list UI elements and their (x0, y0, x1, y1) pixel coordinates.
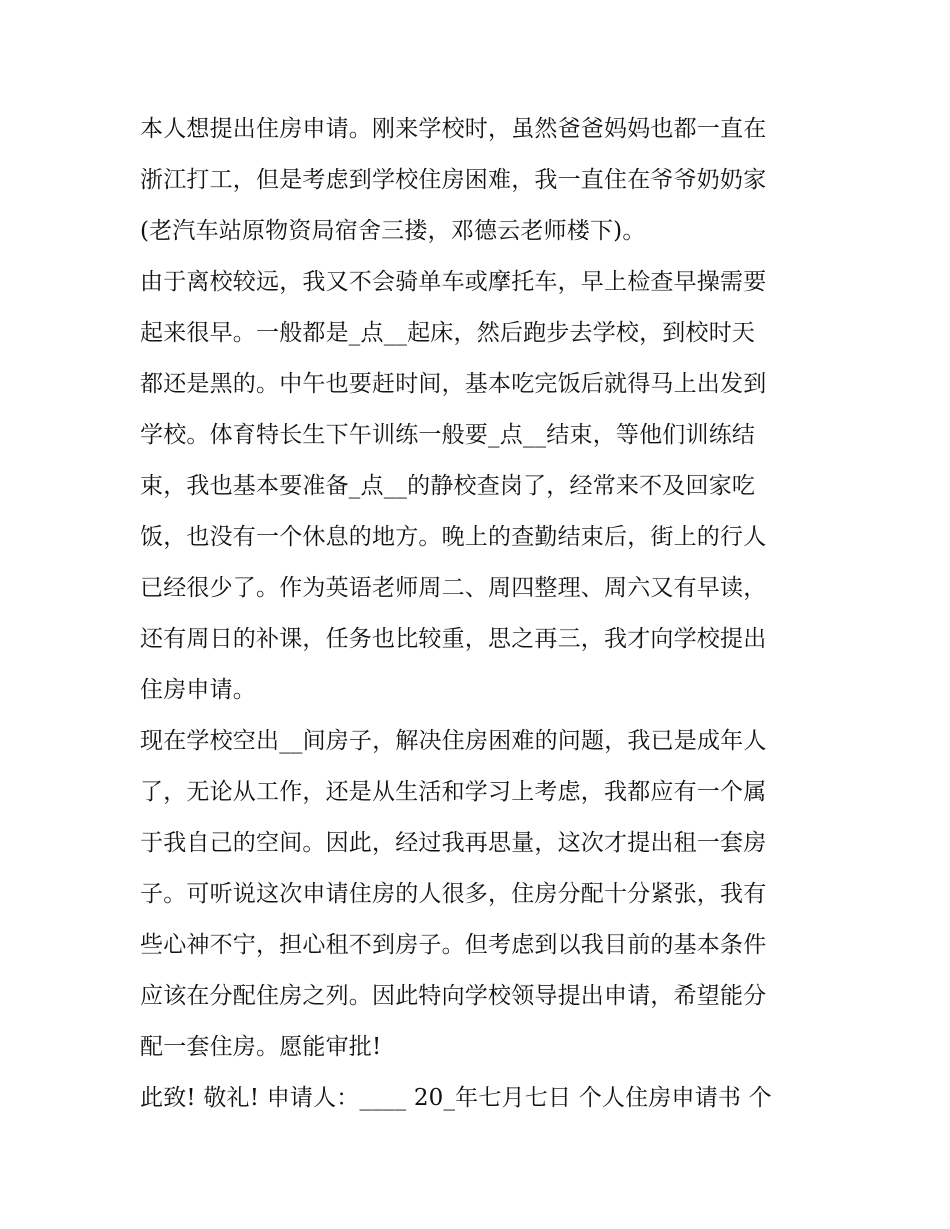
text-line: 已经很少了。作为英语老师周二、周四整理、周六又有早读， (140, 575, 767, 601)
text-line: 应该在分配住房之列。因此特向学校领导提出申请，希望能分 (140, 983, 767, 1009)
text-line: (老汽车站原物资局宿舍三搂，邓德云老师楼下)。 (140, 218, 646, 244)
text-line: 本人想提出住房申请。刚来学校时，虽然爸爸妈妈也都一直在 (140, 116, 767, 142)
text-line: 此致! 敬礼! 申请人：____ 20_年七月七日 个人住房申请书 个 (140, 1085, 772, 1111)
text-line: 还有周日的补课，任务也比较重，思之再三，我才向学校提出 (140, 626, 767, 652)
text-line: 配一套住房。愿能审批! (140, 1034, 382, 1060)
text-line: 于我自己的空间。因此，经过我再思量，这次才提出租一套房 (140, 830, 767, 856)
text-line: 由于离校较远，我又不会骑单车或摩托车，早上检查早操需要 (140, 269, 767, 295)
text-line: 起来很早。一般都是_点__起床，然后跑步去学校，到校时天 (140, 320, 756, 346)
text-line: 束，我也基本要准备_点__的静校查岗了，经常来不及回家吃 (140, 473, 756, 499)
text-line: 浙江打工，但是考虑到学校住房困难，我一直住在爷爷奶奶家 (140, 167, 767, 193)
text-line: 都还是黑的。中午也要赶时间，基本吃完饭后就得马上出发到 (140, 371, 767, 397)
text-line: 子。可听说这次申请住房的人很多，住房分配十分紧张，我有 (140, 881, 767, 907)
text-line: 学校。体育特长生下午训练一般要_点__结束，等他们训练结 (140, 422, 756, 448)
text-line: 现在学校空出__间房子，解决住房困难的问题，我已是成年人 (140, 728, 767, 754)
text-line: 了，无论从工作，还是从生活和学习上考虑，我都应有一个属 (140, 779, 767, 805)
text-line: 住房申请。 (140, 677, 256, 703)
text-line: 饭，也没有一个休息的地方。晚上的查勤结束后，街上的行人 (140, 524, 767, 550)
text-line: 些心神不宁，担心租不到房子。但考虑到以我目前的基本条件 (140, 932, 767, 958)
